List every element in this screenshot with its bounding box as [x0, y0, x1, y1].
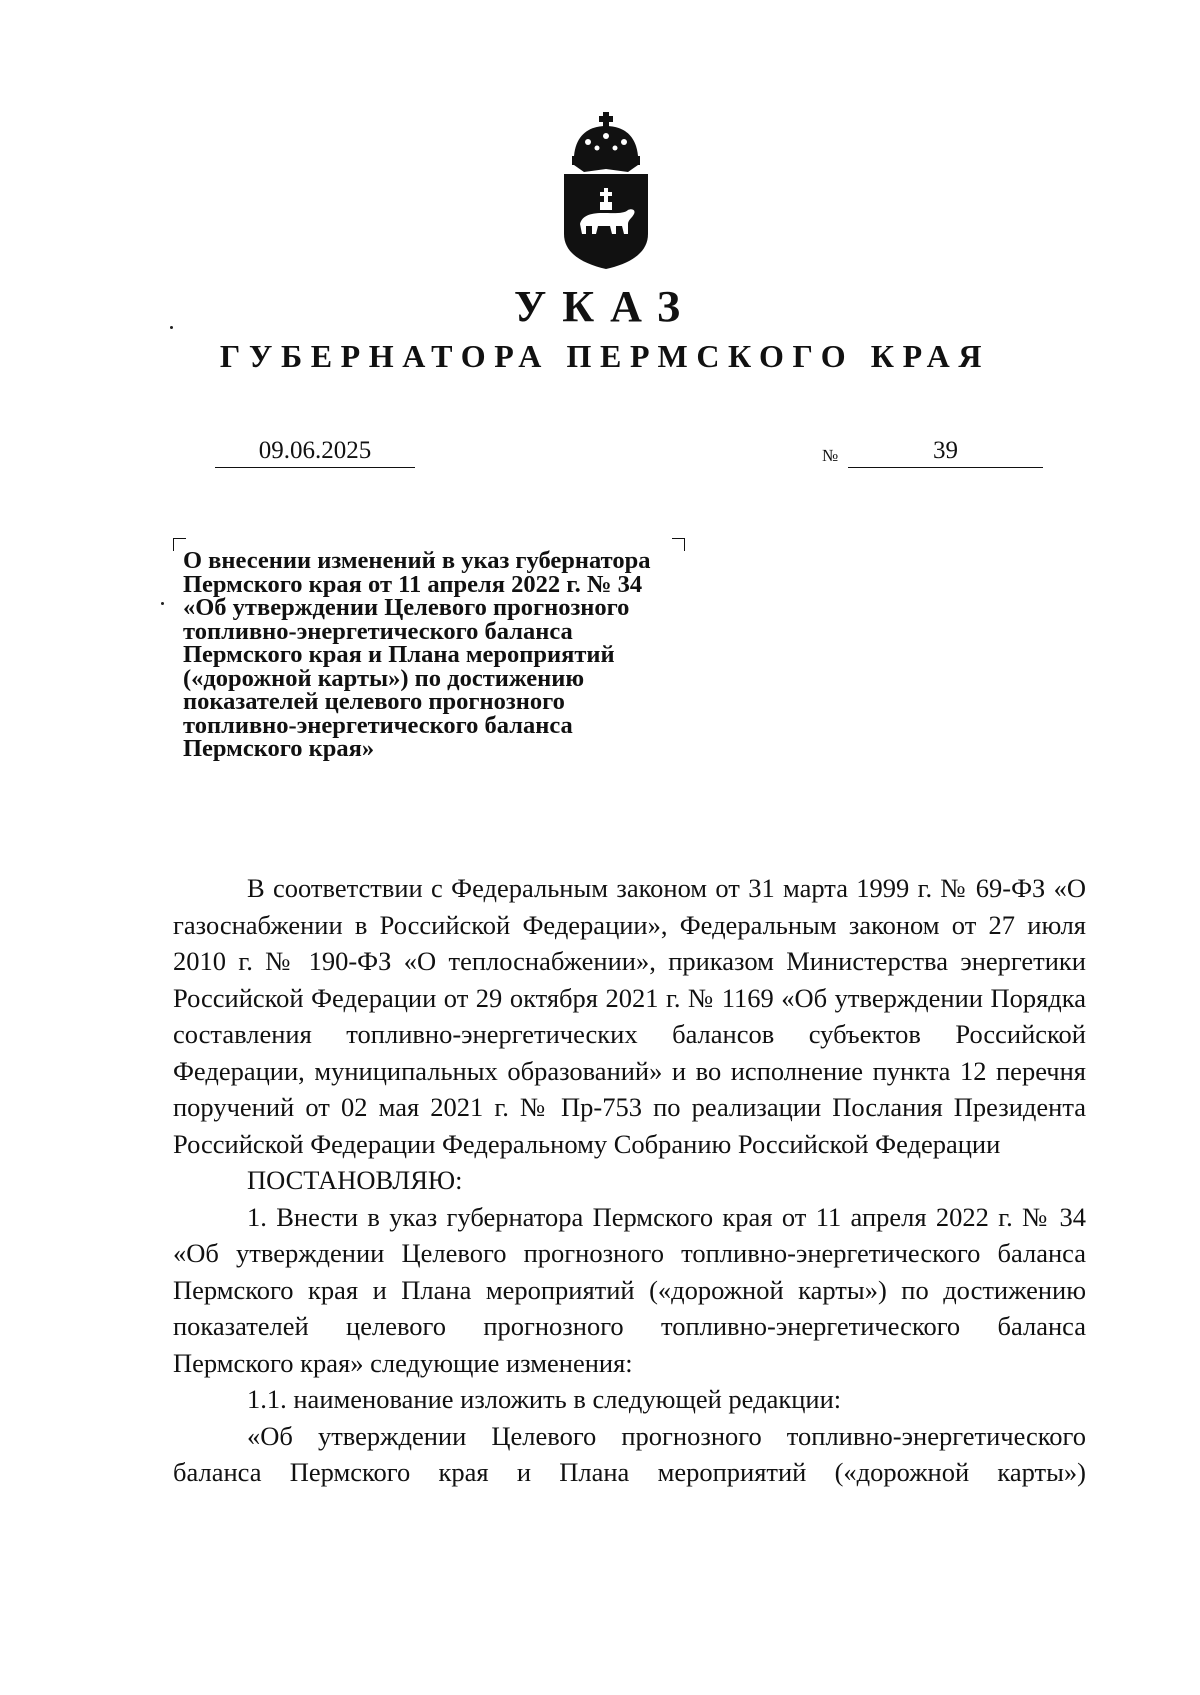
subject-line: Пермского края от 11 апреля 2022 г. № 34	[183, 570, 643, 598]
preamble-paragraph: В соответствии с Федеральным законом от 31 марта 1999 г. № 69-ФЗ «О газоснабжении в Российской Федерации», Федеральным законом от 27 июля 2010 г. № 190-ФЗ «О теплоснабжении», приказом Министерства энергетики Российской Федерации от 29 октября 2021 г. № 1169 «Об утверждении Порядка составления топливно-энергетических балансов субъектов Российской Федерации, муниципальных образований» и во исполнение пункта 12 перечня поручений от 02 мая 2021 г. № Пр-753 по реализации Послания Президента Российской Федерации Федеральному Собранию Российской Федерации	[173, 873, 1086, 1159]
subject-line: («дорожной карты») по достижению	[183, 664, 585, 692]
quoted-title-paragraph: «Об утверждении Целевого прогнозного топливно-энергетического баланса Пермского края и Плана мероприятий («дорожной карты»)	[173, 1420, 1086, 1487]
decree-number: 39	[848, 435, 1043, 468]
item-1-1-paragraph: 1.1. наименование изложить в следующей редакции:	[247, 1384, 842, 1414]
coat-of-arms-emblem	[558, 112, 654, 270]
decree-body	[173, 870, 1086, 1491]
subject-line: О внесении изменений в указ губернатора	[183, 547, 651, 574]
subject-line: Пермского края»	[183, 735, 375, 762]
subject-line: топливно-энергетического баланса	[183, 617, 573, 645]
scan-speck	[170, 326, 173, 329]
scan-speck	[161, 602, 164, 605]
number-label: №	[822, 446, 839, 465]
decree-word: ПОСТАНОВЛЯЮ:	[247, 1165, 463, 1195]
decree-subject	[183, 549, 743, 761]
issuer-title: ГУБЕРНАТОРА ПЕРМСКОГО КРАЯ	[219, 338, 991, 374]
document-type-title: УКАЗ	[513, 282, 697, 331]
item-1-paragraph: 1. Внести в указ губернатора Пермского края от 11 апреля 2022 г. № 34 «Об утверждении Целевого прогнозного топливно-энергетического баланса Пермского края и Плана мероприятий («дорожной карты») по достижению показателей целевого прогнозного топливно-энергетического баланса Пермского края» следующие изменения:	[173, 1201, 1086, 1378]
subject-line: Пермского края и Плана мероприятий	[183, 641, 615, 668]
subject-line: топливно-энергетического баланса	[183, 711, 573, 739]
subject-line: показателей целевого прогнозного	[183, 688, 565, 715]
decree-date: 09.06.2025	[215, 435, 415, 468]
subject-line: «Об утверждении Целевого прогнозного	[183, 594, 630, 621]
